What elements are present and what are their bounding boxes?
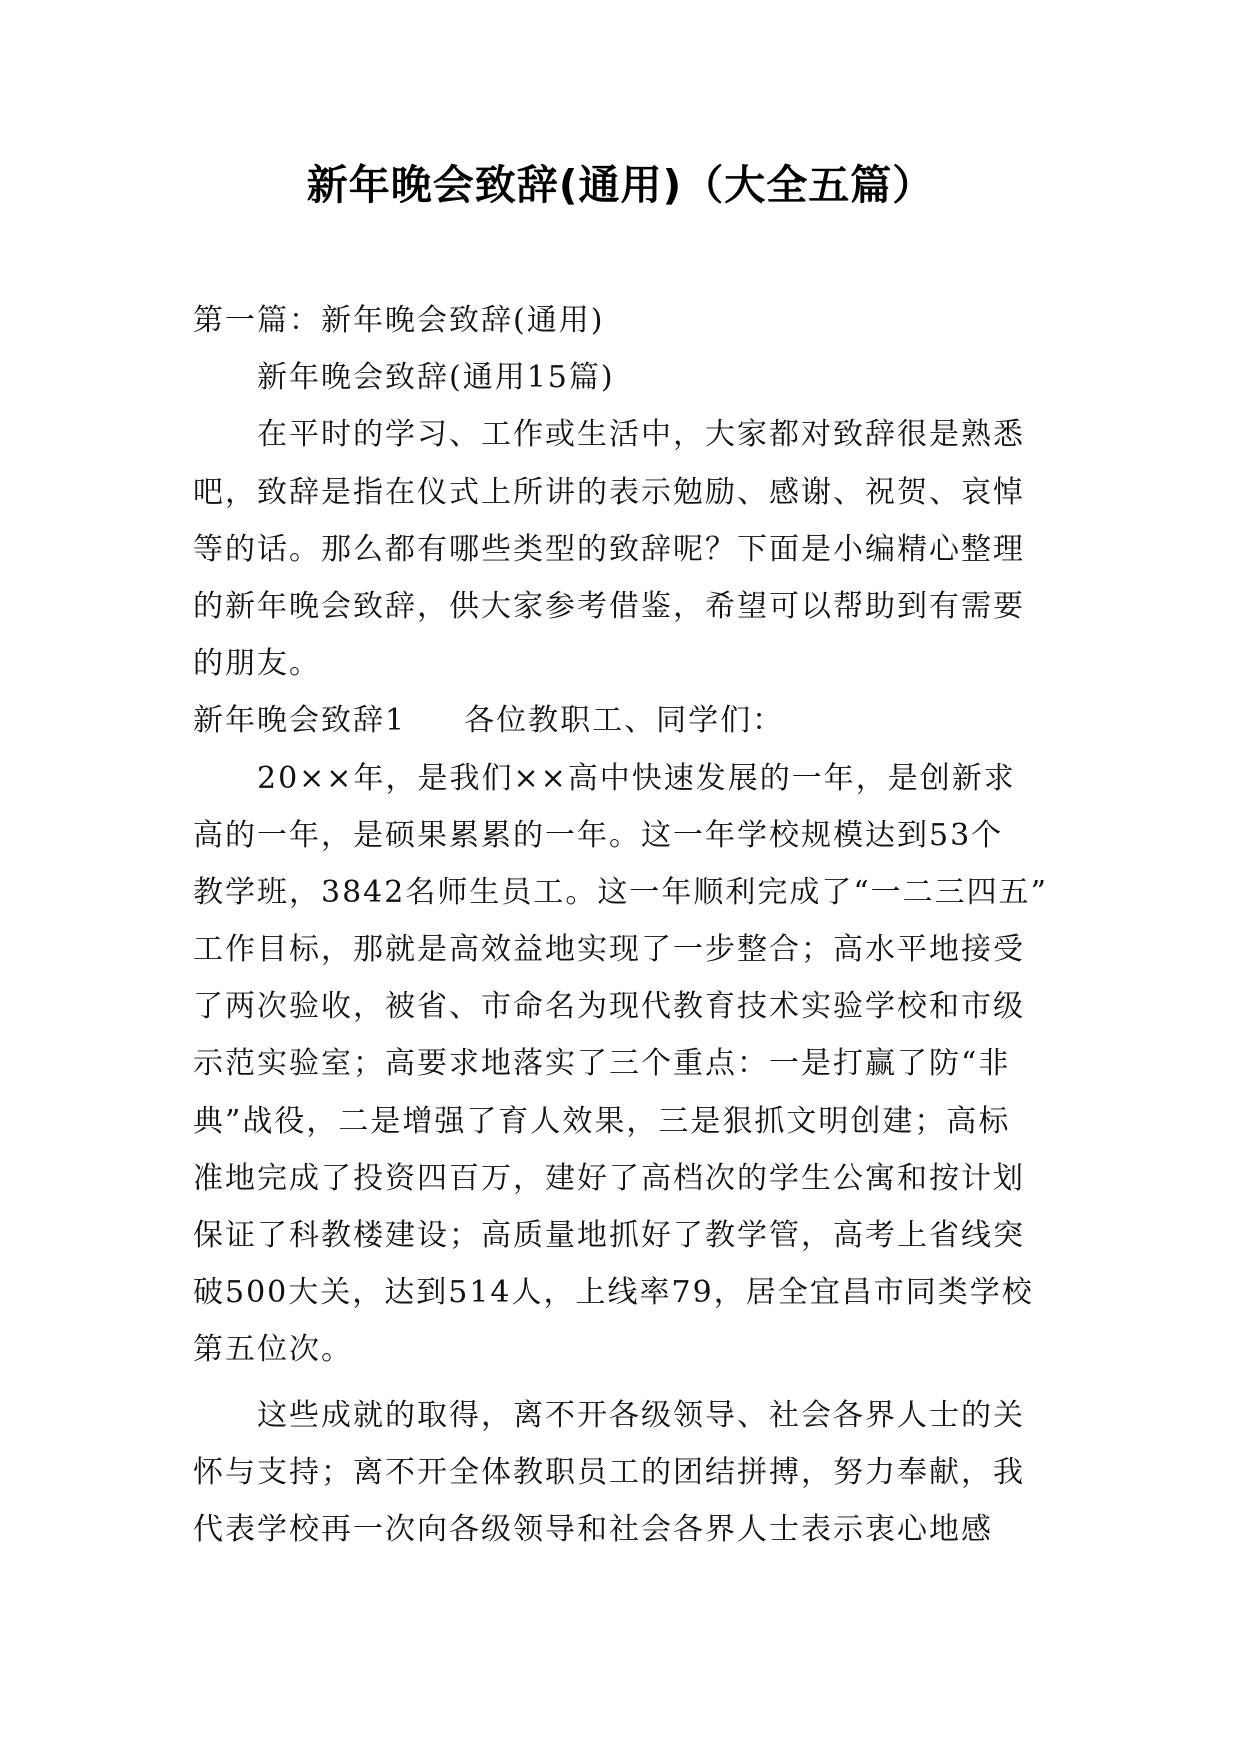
paragraph-line: 在平时的学习、工作或生活中，大家都对致辞很是熟悉	[257, 417, 1025, 453]
paragraph-3	[193, 1387, 1051, 1559]
paragraph-line: 的新年晚会致辞，供大家参考借鉴，希望可以帮助到有需要	[193, 588, 1025, 624]
paragraph-line: 代表学校再一次向各级领导和社会各界人士表示衷心地感	[193, 1511, 993, 1547]
intro-paragraph	[193, 406, 1051, 692]
paragraph-line: 准地完成了投资四百万，建好了高档次的学生公寓和按计划	[193, 1160, 1025, 1196]
paragraph-line: 高的一年，是硕果累累的一年。这一年学校规模达到53个	[193, 817, 1004, 853]
paragraph-line: 吧，致辞是指在仪式上所讲的表示勉励、感谢、祝贺、哀悼	[193, 474, 1025, 510]
paragraph-line: 了两次验收，被省、市命名为现代教育技术实验学校和市级	[193, 989, 1025, 1025]
paragraph-line: 等的话。那么都有哪些类型的致辞呢？下面是小编精心整理	[193, 531, 1025, 567]
document-title: 新年晚会致辞(通用)（大全五篇）	[306, 161, 935, 209]
paragraph-spacer	[193, 1379, 1051, 1387]
paragraph-line: 第五位次。	[193, 1332, 353, 1368]
document-body	[193, 292, 1051, 1558]
paragraph-line: 保证了科教楼建设；高质量地抓好了教学管，高考上省线突	[193, 1218, 1025, 1253]
paragraph-line: 破500大关，达到514人，上线率79，居全宜昌市同类学校	[193, 1275, 1034, 1311]
paragraph-line: 这些成就的取得，离不开各级领导、社会各界人士的关	[257, 1397, 1025, 1433]
paragraph-line: 教学班，3842名师生员工。这一年顺利完成了“一二三四五”	[193, 874, 1049, 910]
paragraph-line: 工作目标，那就是高效益地实现了一步整合；高水平地接受	[193, 932, 1025, 968]
paragraph-line: 示范实验室；高要求地落实了三个重点：一是打赢了防“非	[193, 1046, 1011, 1082]
section-heading: 第一篇：新年晚会致辞(通用)	[193, 303, 605, 338]
speech-label: 新年晚会致辞1	[193, 703, 407, 739]
paragraph-line: 的朋友。	[193, 646, 321, 682]
salutation: 各位教职工、同学们：	[464, 703, 785, 739]
paragraph-line: 20××年，是我们××高中快速发展的一年，是创新求	[257, 760, 1016, 796]
subtitle: 新年晚会致辞(通用15篇)	[257, 360, 615, 396]
speech-heading-line	[193, 692, 1051, 749]
paragraph-2	[193, 750, 1051, 1379]
paragraph-line: 典”战役，二是增强了育人效果，三是狠抓文明创建；高标	[193, 1103, 1011, 1139]
paragraph-line: 怀与支持；离不开全体教职员工的团结拼搏，努力奉献，我	[193, 1454, 1025, 1490]
